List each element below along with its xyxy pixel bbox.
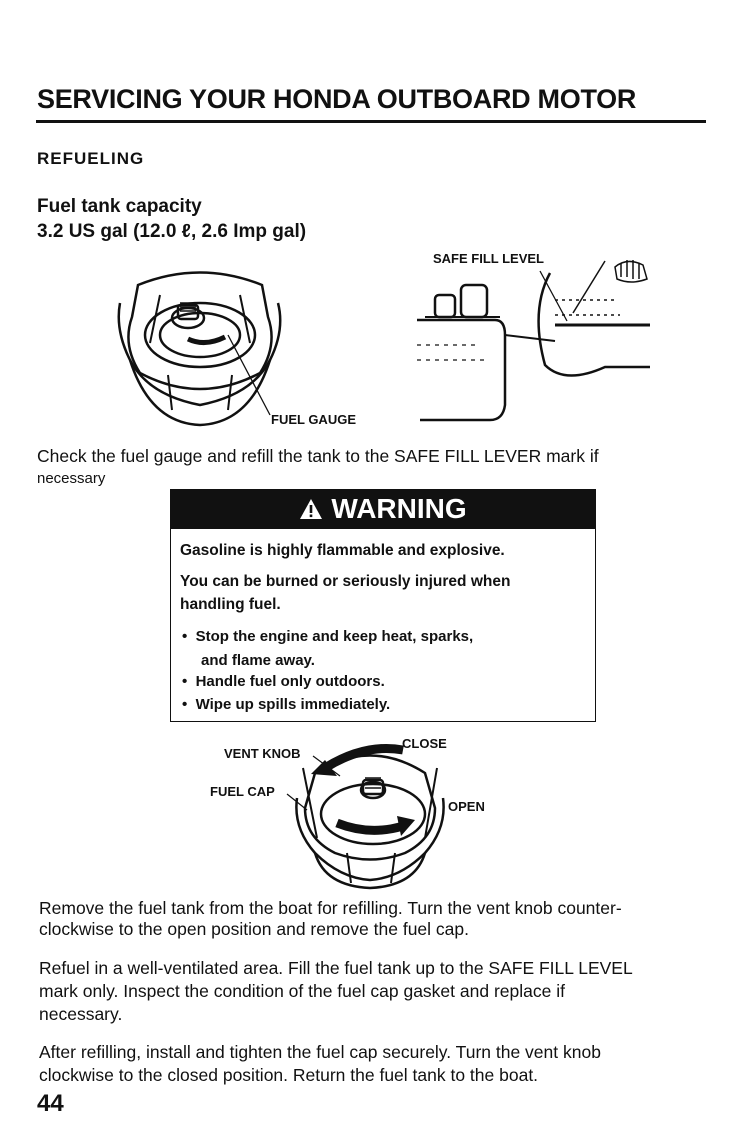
paragraph3-line1: After refilling, install and tighten the fuel cap securely. Turn the vent knob [39,1042,601,1062]
warning-line2b: handling fuel. [180,596,281,613]
warning-header-text: WARNING [331,493,467,524]
tank-side-view-illustration [405,255,675,430]
warning-bullet-3-text: Wipe up spills immediately. [195,696,391,713]
warning-bullet-2-text: Handle fuel only outdoors. [195,673,385,690]
open-label: OPEN [448,799,485,814]
paragraph2-line2: mark only. Inspect the condition of the fuel cap gasket and replace if [39,981,565,1001]
paragraph2-line3: necessary. [39,1004,123,1024]
warning-bullet-1-text: Stop the engine and keep heat, sparks, [195,628,474,645]
fuel-cap-gauge-illustration [110,255,290,430]
check-text-line1: Check the fuel gauge and refill the tank to the SAFE FILL LEVER mark if [37,446,599,466]
warning-bullet-1-cont: and flame away. [201,652,315,669]
paragraph3-line2: clockwise to the closed position. Return the fuel tank to the boat. [39,1065,539,1085]
safe-fill-level-label: SAFE FILL LEVEL [433,251,544,266]
warning-bullet-1: • Stop the engine and keep heat, sparks, [182,628,474,645]
check-text-line2: necessary [37,470,106,487]
fuel-gauge-label: FUEL GAUGE [271,412,356,427]
paragraph1-line1: Remove the fuel tank from the boat for refilling. Turn the vent knob counter- [39,898,622,918]
paragraph1-line2: clockwise to the open position and remove the fuel cap. [39,919,469,939]
close-label: CLOSE [402,736,447,751]
warning-bullet-2: • Handle fuel only outdoors. [182,673,385,690]
page-title: SERVICING YOUR HONDA OUTBOARD MOTOR [37,84,637,114]
capacity-value: 3.2 US gal (12.0 ℓ, 2.6 Imp gal) [37,221,307,242]
fuel-cap-label: FUEL CAP [210,784,275,799]
page-number: 44 [37,1090,64,1117]
vent-knob-label: VENT KNOB [224,746,301,761]
warning-bullet-3: • Wipe up spills immediately. [182,696,391,713]
capacity-heading: Fuel tank capacity [37,196,202,217]
warning-triangle-icon [299,498,323,520]
section-heading: REFUELING [37,149,145,168]
warning-line1: Gasoline is highly flammable and explosive. [180,542,505,559]
warning-line2a: You can be burned or seriously injured when [180,573,511,590]
paragraph2-line1: Refuel in a well-ventilated area. Fill the fuel tank up to the SAFE FILL LEVEL [39,958,633,978]
title-rule [36,120,706,123]
vent-knob-illustration [285,728,455,890]
warning-header [170,489,596,529]
